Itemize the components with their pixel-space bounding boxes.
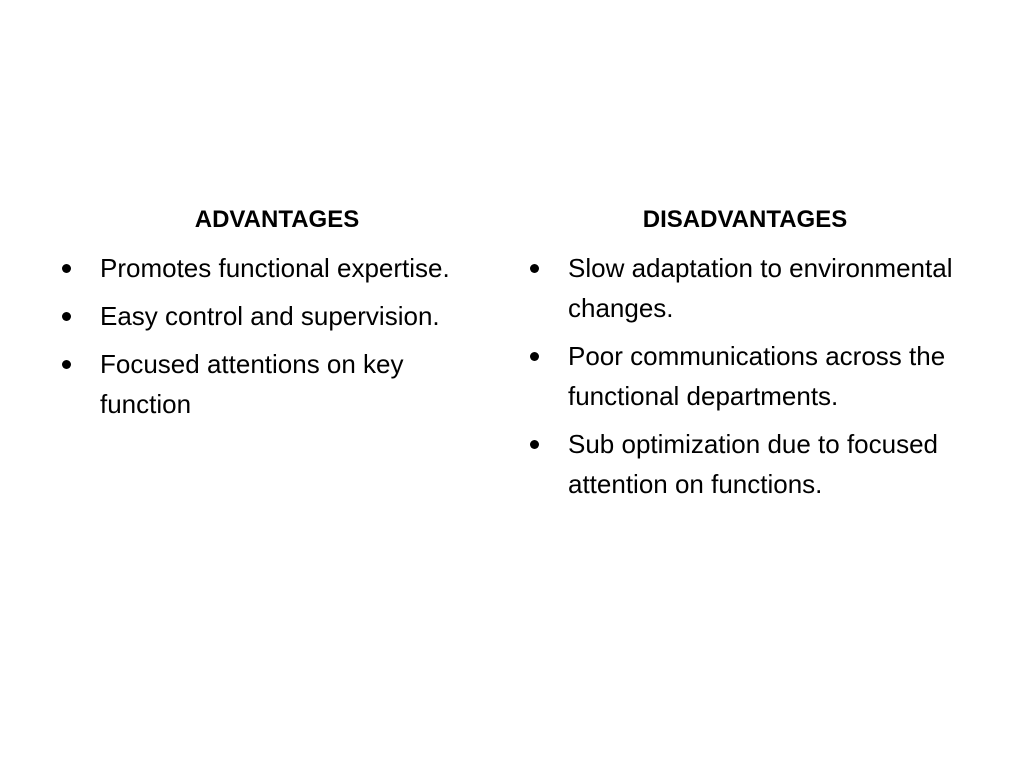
bullet-icon [62,312,71,321]
bullet-icon [530,352,539,361]
list-item-text: Promotes functional expertise. [100,253,450,283]
disadvantages-list [528,248,968,504]
list-item [60,344,490,424]
bullet-icon [62,360,71,369]
list-item [528,424,968,504]
list-item-text: Easy control and supervision. [100,301,440,331]
advantages-heading: ADVANTAGES [194,206,360,233]
disadvantages-heading: DISADVANTAGES [642,206,848,233]
bullet-icon [62,264,71,273]
list-item [528,248,968,328]
disadvantages-column [528,202,968,512]
list-item-text: Poor communications across the functional departments. [568,341,946,411]
bullet-icon [530,264,539,273]
advantages-list [60,248,490,424]
list-item-text: Focused attentions on key function [100,349,404,419]
list-item [60,296,490,336]
list-item-text: Sub optimization due to focused attention on functions. [568,429,939,499]
list-item [528,336,968,416]
bullet-icon [530,440,539,449]
list-item [60,248,490,288]
advantages-column [60,202,490,432]
list-item-text: Slow adaptation to environmental changes. [568,253,953,323]
